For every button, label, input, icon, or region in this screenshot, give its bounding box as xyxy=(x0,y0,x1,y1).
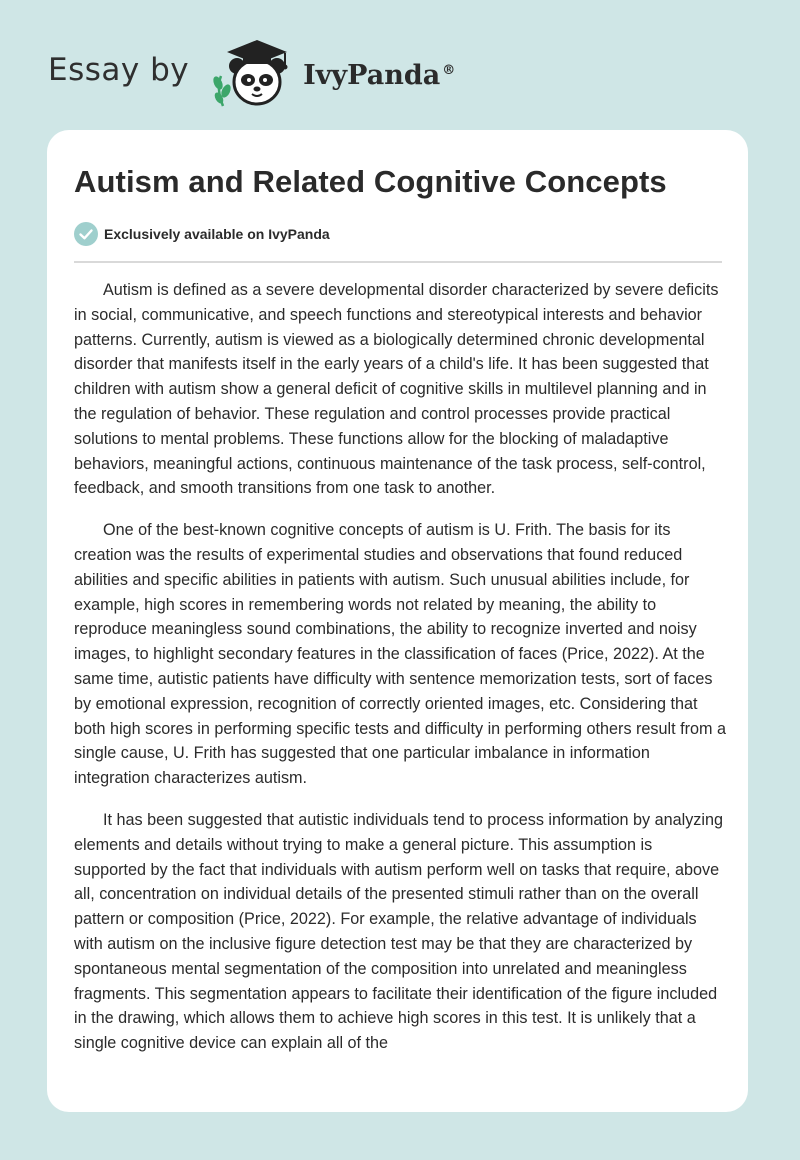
essay-paragraph: It has been suggested that autistic individuals tend to process information by analyzing elements and details without trying to make a general picture. This assumption is supported by the fact that individuals with autism perform well on tasks that require, above all, concentration on individual details of the presented stimuli rather than on the overall pattern or composition (Price, 2022). For example, the relative advantage of individuals with autism on the inclusive figure detection test may be that they are characterized by spontaneous mental segmentation of the composition into unrelated and meaningless fragments. This segmentation appears to facilitate their identification of the figure included in the drawing, which allows them to achieve high scores in this test. It is unlikely that a single cognitive device can explain all of the xyxy=(74,810,723,1053)
registered-mark: ® xyxy=(442,62,456,78)
page-title: Autism and Related Cognitive Concepts xyxy=(74,164,667,199)
essay-paragraph: One of the best-known cognitive concepts of autism is U. Frith. The basis for its creation was the results of experimental studies and observations that found reduced abilities and specific abilities in patients with autism. Such unusual abilities include, for example, high scores in remembering words not related by meaning, the ability to reproduce meaningless sound combinations, the ability to recognize inverted and noisy images, to highlight secondary features in the classification of faces (Price, 2022). At the same time, autistic patients have difficulty with sentence memorization tests, sort of faces by emotional expression, recognition of correctly oriented images, etc. Considering that both high scores in performing specific tests and difficulty in performing others result from a single cause, U. Frith has suggested that one particular imbalance in information integration characterizes autism. xyxy=(74,521,726,788)
check-circle-icon xyxy=(74,222,98,246)
brand-name: IvyPanda ® xyxy=(303,59,456,91)
essay-body xyxy=(74,278,728,1073)
essay-paragraph: Autism is defined as a severe developmental disorder characterized by severe deficits in social, communicative, and speech functions and stereotypical interests and behavior patterns. Currently, autism is viewed as a biologically determined chronic developmental disorder that manifests itself in the early years of a child's life. It has been suggested that children with autism show a general deficit of cognitive skills in multilevel planning and in the regulation of behavior. These regulation and control processes provide practical solutions to mental problems. These functions allow for the blocking of maladaptive behaviors, meaningful actions, continuous maintenance of the task process, self-control, feedback, and smooth transitions from one task to another. xyxy=(74,281,719,498)
essay-by-label: Essay by xyxy=(48,52,190,88)
brand-logo[interactable] xyxy=(48,36,455,110)
availability-badge xyxy=(74,222,330,246)
panda-logo-icon xyxy=(207,36,299,110)
title-divider xyxy=(74,261,722,263)
availability-text: Exclusively available on IvyPanda xyxy=(104,226,330,242)
essay-card xyxy=(47,130,748,1112)
